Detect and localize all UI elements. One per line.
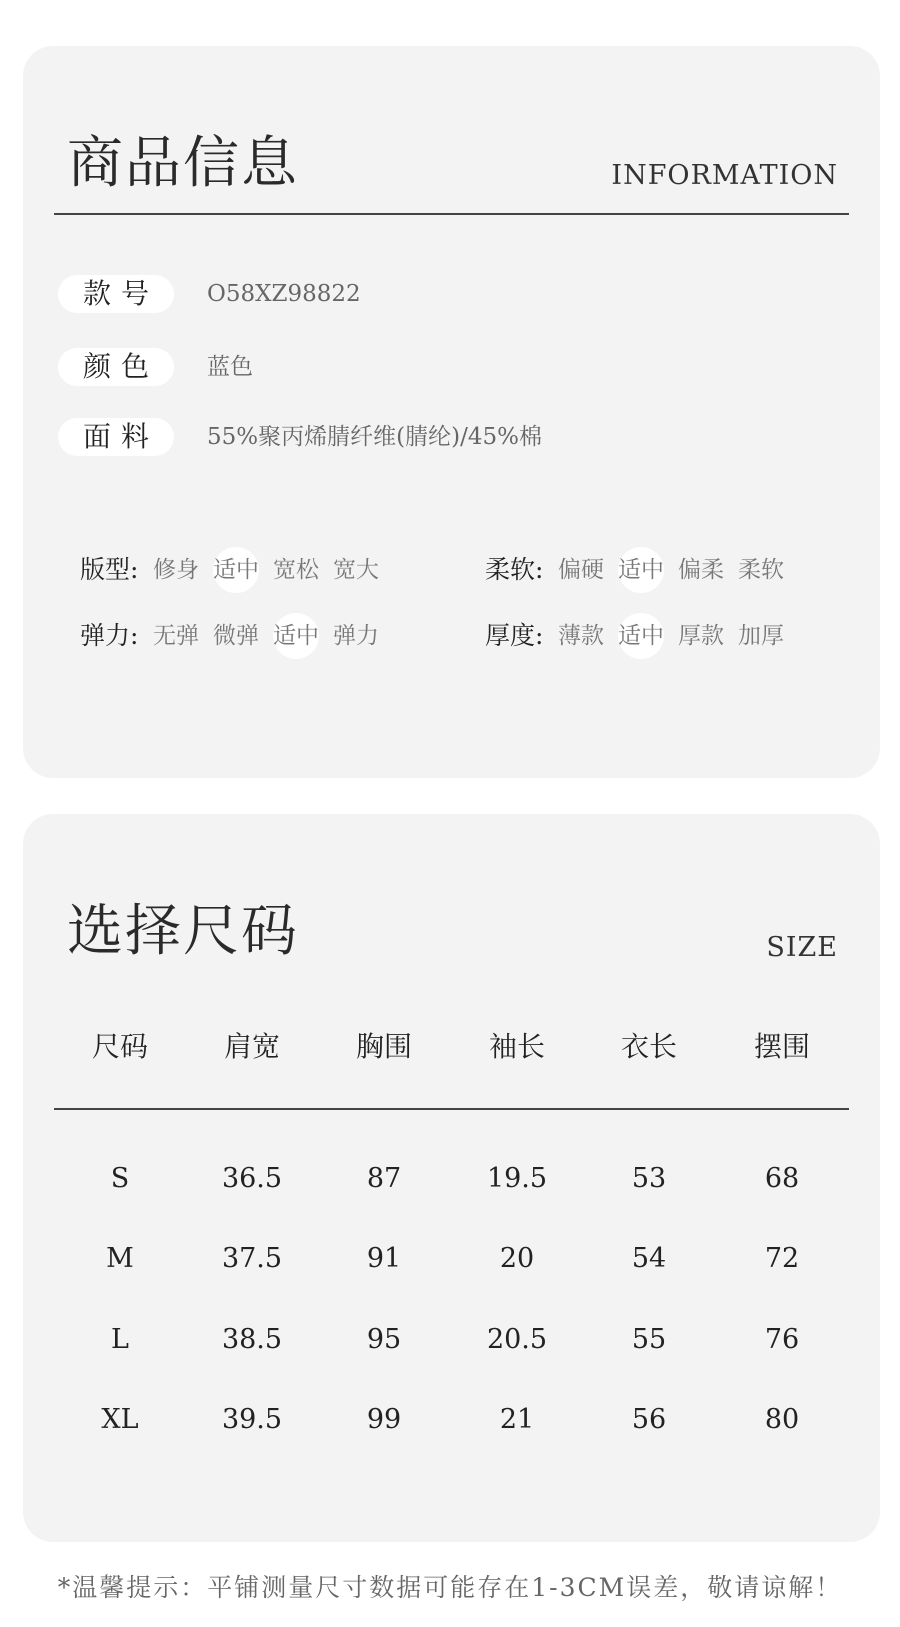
size-chart-card [23,814,880,1542]
field-label-fabric: 面料 [58,418,174,456]
attr-softness-label: 柔软: [485,555,544,584]
header-chest: 胸围 [355,1030,412,1063]
attr-elasticity-label: 弹力: [80,621,139,650]
attr-softness [485,548,825,592]
cell-sleeve: 21 [499,1404,535,1435]
header-sleeve: 袖长 [488,1030,545,1063]
product-info-card [23,46,880,778]
field-value-style-no: O58XZ98822 [207,281,361,307]
cell-size: XL [101,1404,139,1435]
attr-elasticity [80,614,400,658]
cell-length: 55 [631,1324,667,1355]
field-label-color: 颜色 [58,348,174,386]
cell-hem: 68 [764,1163,800,1194]
attr-thickness [485,614,825,658]
size-title: 选择尺码 [67,899,299,964]
header-length: 衣长 [620,1030,677,1063]
cell-shoulder: 36.5 [221,1163,283,1194]
cell-hem: 76 [764,1324,800,1355]
attr-elasticity-option-selected: 适中 [273,614,319,658]
size-table-divider [54,1108,849,1110]
attr-thickness-option: 加厚 [738,623,784,649]
attr-softness-option: 偏硬 [558,557,604,583]
cell-chest: 91 [366,1243,402,1274]
cell-chest: 99 [366,1404,402,1435]
attr-fit-option: 宽松 [273,557,319,583]
cell-length: 56 [631,1404,667,1435]
field-value-fabric: 55%聚丙烯腈纤维(腈纶)/45%棉 [207,424,542,450]
info-divider [54,213,849,215]
cell-shoulder: 37.5 [221,1243,283,1274]
attr-thickness-option-selected: 适中 [618,614,664,658]
attr-fit-label: 版型: [80,555,139,584]
info-title: 商品信息 [67,131,299,196]
cell-sleeve: 20 [499,1243,535,1274]
cell-length: 53 [631,1163,667,1194]
cell-shoulder: 38.5 [221,1324,283,1355]
attr-elasticity-option: 弹力 [333,623,379,649]
cell-shoulder: 39.5 [221,1404,283,1435]
header-shoulder: 肩宽 [223,1030,280,1063]
attr-thickness-label: 厚度: [485,621,544,650]
field-value-color: 蓝色 [207,354,253,380]
info-title-en: INFORMATION [611,160,838,191]
cell-length: 54 [631,1243,667,1274]
cell-size: M [106,1243,134,1274]
cell-size: S [110,1163,130,1194]
attr-thickness-option: 薄款 [558,623,604,649]
measurement-disclaimer: *温馨提示：平铺测量尺寸数据可能存在1-3CM误差，敬请谅解！ [57,1573,843,1602]
header-hem: 摆围 [753,1030,810,1063]
cell-hem: 72 [764,1243,800,1274]
attr-softness-option: 柔软 [738,557,784,583]
attr-thickness-option: 厚款 [678,623,724,649]
attr-elasticity-option: 微弹 [213,623,259,649]
cell-chest: 95 [366,1324,402,1355]
attr-elasticity-option: 无弹 [153,623,199,649]
header-size: 尺码 [91,1030,148,1063]
cell-sleeve: 20.5 [486,1324,548,1355]
attr-fit-option-selected: 适中 [213,548,259,592]
attr-softness-option-selected: 适中 [618,548,664,592]
attr-fit-option: 修身 [153,557,199,583]
size-title-en: SIZE [766,932,838,963]
cell-sleeve: 19.5 [486,1163,548,1194]
attr-fit [80,548,400,592]
attr-softness-option: 偏柔 [678,557,724,583]
cell-size: L [111,1324,129,1355]
cell-hem: 80 [764,1404,800,1435]
field-label-style-no: 款号 [58,275,174,313]
attr-fit-option: 宽大 [333,557,379,583]
cell-chest: 87 [366,1163,402,1194]
